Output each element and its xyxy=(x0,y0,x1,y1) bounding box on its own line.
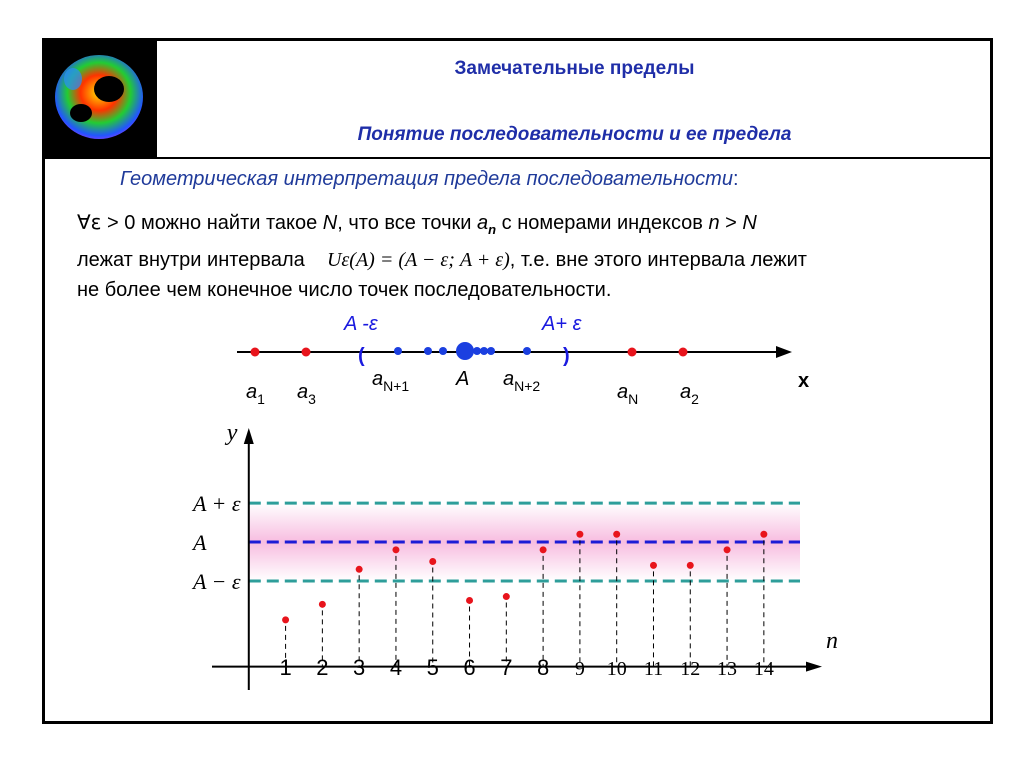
sequence-point-9 xyxy=(576,531,583,538)
x-tick-label-7: 7 xyxy=(500,655,513,680)
number-line-point-outside-1 xyxy=(302,348,311,357)
right-paren: ) xyxy=(563,345,570,367)
number-line-x-label: x xyxy=(798,370,810,392)
limit-A-label: A xyxy=(456,368,470,390)
def-N2: N xyxy=(742,212,757,234)
subtitle-text: Геометрическая интерпретация предела последовательности xyxy=(120,168,733,190)
def-N: N xyxy=(322,212,338,234)
number-line-point-outside-2 xyxy=(628,348,637,357)
band-label-1: A xyxy=(193,530,207,556)
sequence-point-6 xyxy=(466,597,473,604)
number-line-point-inside-5 xyxy=(487,347,495,355)
number-line-point-label-1: $a_3$ xyxy=(297,381,316,407)
number-line-point-inside-1 xyxy=(424,347,432,355)
number-line-point-label-3: $a_{N+2}$ xyxy=(503,368,541,394)
y-axis-arrow xyxy=(244,428,254,444)
number-line-point-inside-6 xyxy=(523,347,531,355)
def-text-1b: , что все точки xyxy=(337,212,477,234)
def-n: n xyxy=(708,212,720,234)
x-tick-label-13: 13 xyxy=(717,658,738,680)
for-all-epsilon: ∀ε xyxy=(77,210,102,234)
sequence-point-14 xyxy=(760,531,767,538)
sequence-point-7 xyxy=(503,593,510,600)
def-text-2a: лежат внутри интервала xyxy=(77,249,305,271)
def-text-3: не более чем конечное число точек последовательности. xyxy=(77,279,612,301)
def-a-sub: n xyxy=(488,222,497,237)
sequence-chart xyxy=(191,420,838,690)
band-label-0: A + ε xyxy=(193,491,241,517)
x-tick-label-10: 10 xyxy=(606,658,627,680)
sequence-point-8 xyxy=(540,546,547,553)
x-tick-label-5: 5 xyxy=(426,655,439,680)
def-text-1c: с номерами индексов xyxy=(496,212,709,234)
chart-band-labels xyxy=(191,491,241,594)
sequence-point-4 xyxy=(392,546,399,553)
right-bound-label: A+ ε xyxy=(542,313,582,335)
chart-y-label: y xyxy=(226,420,238,446)
number-line-point-inside-0 xyxy=(394,347,402,355)
x-tick-label-14: 14 xyxy=(753,658,774,680)
sequence-point-5 xyxy=(429,558,436,565)
x-axis-arrow xyxy=(806,662,822,672)
number-line-point-inside-2 xyxy=(439,347,447,355)
number-line-point-label-0: $a_1$ xyxy=(246,381,265,407)
section-title: Понятие последовательности и ее предела xyxy=(357,124,792,145)
number-line-point-labels xyxy=(246,368,699,407)
subtitle-colon: : xyxy=(732,168,739,190)
number-line-point-inside-4 xyxy=(480,347,488,355)
x-tick-label-6: 6 xyxy=(463,655,476,680)
number-line-point-outside-3 xyxy=(679,348,688,357)
number-line-point-label-2: $a_{N+1}$ xyxy=(372,368,410,394)
x-tick-label-8: 8 xyxy=(536,655,550,680)
x-tick-label-4: 4 xyxy=(389,655,403,680)
x-tick-label-1: 1 xyxy=(279,655,292,680)
sequence-point-11 xyxy=(650,562,657,569)
chart-x-label: n xyxy=(826,628,838,654)
interval-formula: Uε(A) = (A − ε; A + ε) xyxy=(326,249,510,271)
def-a: a xyxy=(477,212,489,234)
left-paren: ( xyxy=(358,345,365,367)
def-text-2b: , т.е. вне этого интервала лежит xyxy=(509,249,807,271)
slide-title: Замечательные пределы xyxy=(454,58,695,79)
x-tick-label-11: 11 xyxy=(643,658,664,680)
number-line-point-label-4: $a_N$ xyxy=(617,381,639,407)
sequence-point-10 xyxy=(613,531,620,538)
number-line-limit-point xyxy=(456,342,474,360)
sequence-point-13 xyxy=(724,546,731,553)
x-tick-label-9: 9 xyxy=(574,658,585,680)
number-line-point-inside-3 xyxy=(473,347,481,355)
def-text-1a: > 0 можно найти такое xyxy=(101,212,323,234)
number-line-point-label-5: $a_2$ xyxy=(680,381,699,407)
sequence-point-3 xyxy=(356,566,363,573)
x-tick-label-3: 3 xyxy=(353,655,366,680)
x-tick-label-12: 12 xyxy=(680,658,701,680)
sequence-point-1 xyxy=(282,616,289,623)
number-line-point-outside-0 xyxy=(251,348,260,357)
sequence-point-12 xyxy=(687,562,694,569)
number-line xyxy=(237,313,809,407)
def-gt: > xyxy=(719,212,743,234)
sequence-point-2 xyxy=(319,601,326,608)
x-tick-label-2: 2 xyxy=(316,655,329,680)
left-bound-label: A -ε xyxy=(344,313,378,335)
band-label-2: A − ε xyxy=(193,568,241,594)
number-line-arrow xyxy=(776,346,792,358)
